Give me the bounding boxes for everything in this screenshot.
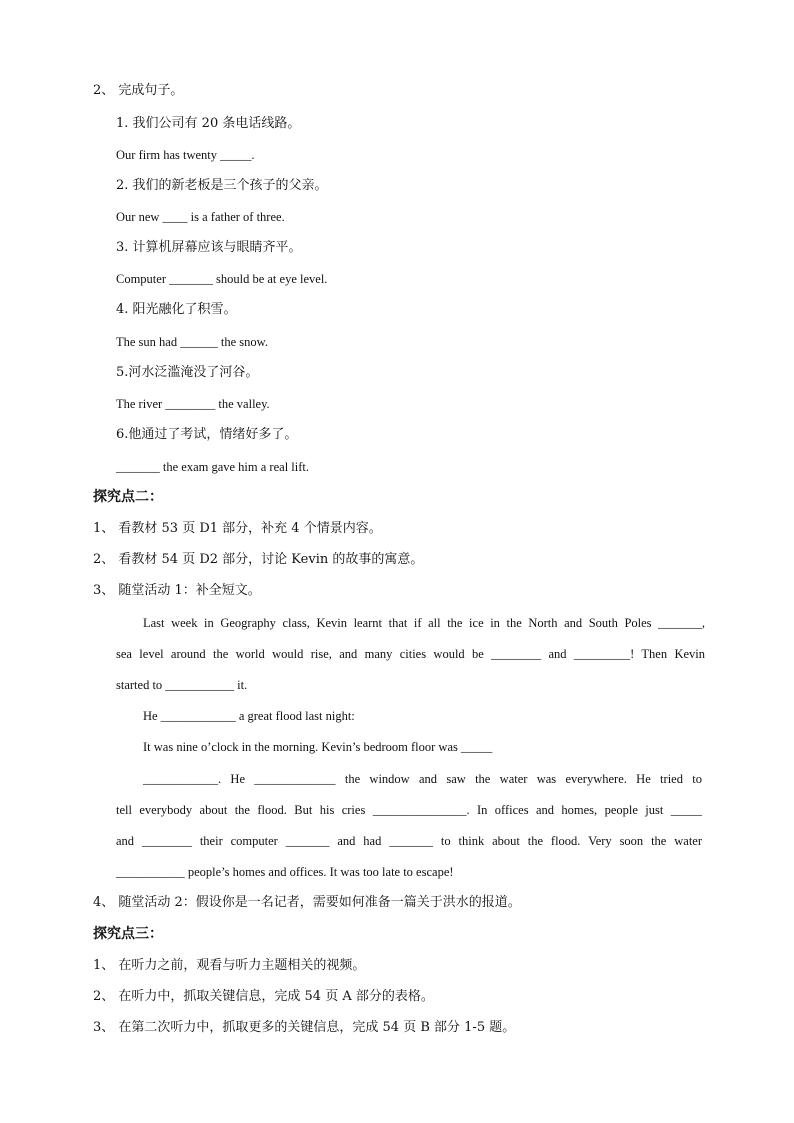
section-title: 2、 完成句子。 [93,83,184,98]
point2-activity-2: 4、 随堂活动 2：假设你是一名记者，需要如何准备一篇关于洪水的报道。 [93,895,521,910]
sentence-cn-6: 6.他通过了考试，情绪好多了。 [116,427,298,442]
passage-line-2: sea level around the world would rise, and many cities would be ________ and _________! Then Kevin [116,647,705,661]
passage-line-9: ___________ people’s homes and offices. It was too late to escape! [116,865,454,879]
heading-point-3: 探究点三： [93,926,163,942]
passage-line-1: Last week in Geography class, Kevin learnt that if all the ice in the North and South Poles _______, [143,616,705,630]
sentence-cn-5: 5.河水泛滥淹没了河谷。 [116,365,259,380]
point2-item-2: 2、 看教材 54 页 D2 部分，讨论 Kevin 的故事的寓意。 [93,552,424,567]
sentence-cn-3: 3. 计算机屏幕应该与眼睛齐平。 [116,240,302,255]
sentence-en-3: Computer _______ should be at eye level. [116,272,328,286]
passage-line-5: It was nine o’clock in the morning. Kevin’s bedroom floor was _____ [143,740,493,754]
passage-line-7: tell everybody about the flood. But his cries _______________. In offices and homes, people just _____ [116,803,702,817]
passage-line-8: and ________ their computer _______ and had _______ to think about the flood. Very soon the water [116,834,702,848]
sentence-en-5: The river ________ the valley. [116,397,270,411]
passage-line-3: started to ___________ it. [116,678,248,692]
sentence-en-2: Our new ____ is a father of three. [116,210,285,224]
passage-line-6: ____________. He _____________ the window and saw the water was everywhere. He tried to [143,772,702,786]
sentence-cn-2: 2. 我们的新老板是三个孩子的父亲。 [116,178,328,193]
sentence-en-6: _______ the exam gave him a real lift. [116,460,309,474]
point3-item-1: 1、 在听力之前，观看与听力主题相关的视频。 [93,958,366,973]
sentence-cn-4: 4. 阳光融化了积雪。 [116,302,237,317]
heading-point-2: 探究点二： [93,489,163,505]
point3-item-3: 3、 在第二次听力中，抓取更多的关键信息，完成 54 页 B 部分 1-5 题。 [93,1020,516,1035]
point2-item-1: 1、 看教材 53 页 D1 部分，补充 4 个情景内容。 [93,521,382,536]
point2-item-3: 3、 随堂活动 1：补全短文。 [93,583,261,598]
sentence-en-4: The sun had ______ the snow. [116,335,268,349]
sentence-cn-1: 1. 我们公司有 20 条电话线路。 [116,116,301,131]
point3-item-2: 2、 在听力中，抓取关键信息，完成 54 页 A 部分的表格。 [93,989,434,1004]
sentence-en-1: Our firm has twenty _____. [116,148,255,162]
passage-line-4: He ____________ a great flood last night: [143,709,355,723]
